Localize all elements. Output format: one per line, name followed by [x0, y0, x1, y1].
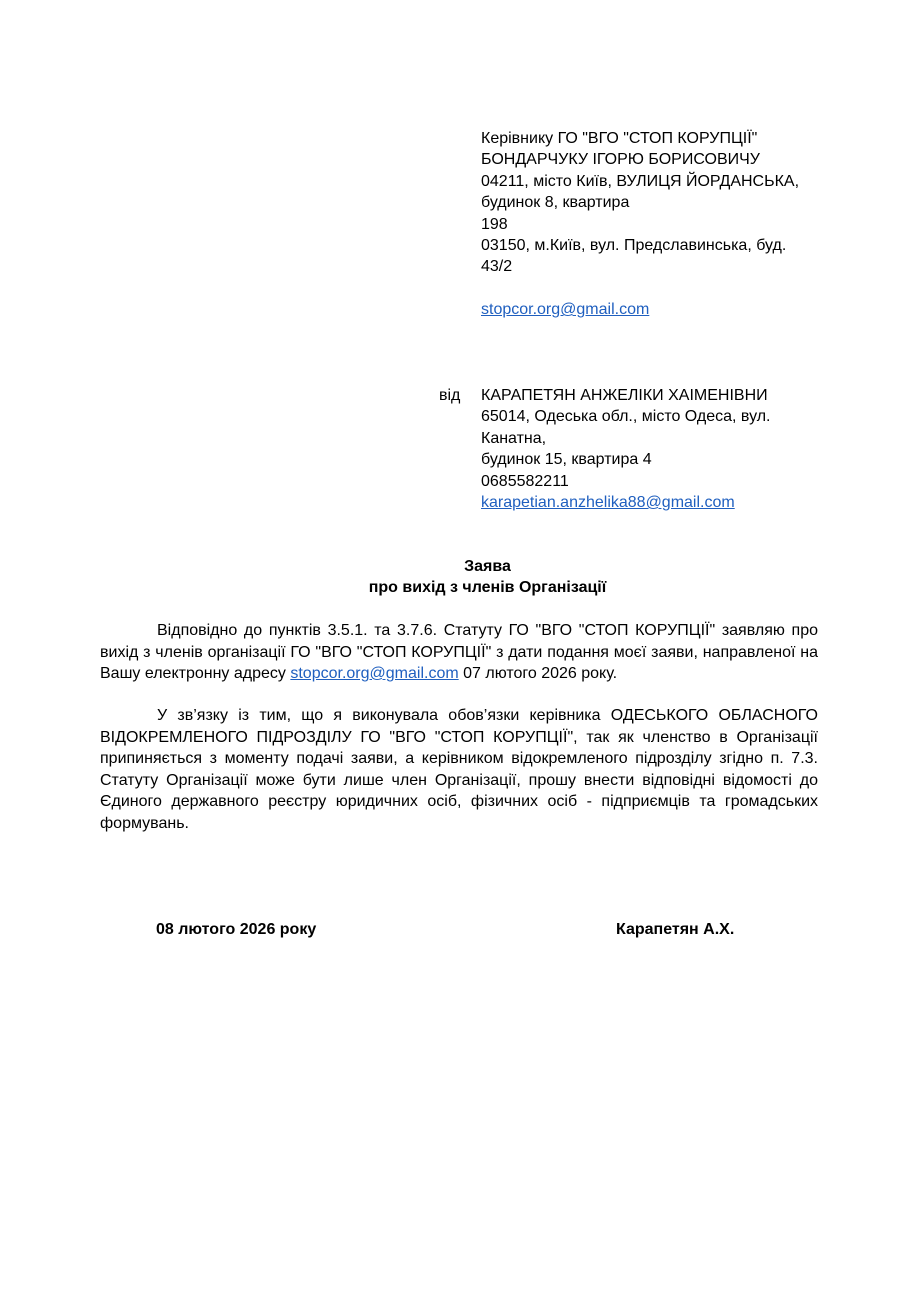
body-paragraph-2 [100, 705, 818, 834]
addressee-block [481, 128, 799, 321]
sender-line: будинок 15, квартира 4 [481, 451, 652, 469]
body-paragraph-1 [100, 620, 818, 685]
signature: Карапетян А.Х. [616, 921, 735, 938]
document-date: 08 лютого 2026 року [156, 921, 317, 938]
sender-block [481, 385, 771, 513]
addressee-line: БОНДАРЧУКУ ІГОРЮ БОРИСОВИЧУ [481, 151, 760, 169]
title-subline: про вихід з членів Організації [368, 579, 607, 596]
sender-label: від [439, 387, 461, 404]
title-line: Заява [464, 558, 511, 575]
addressee-line: будинок 8, квартира [481, 194, 630, 212]
body-email-link[interactable]: stopcor.org@gmail.com [290, 665, 459, 682]
addressee-line: 03150, м.Київ, вул. Предславинська, буд. [481, 237, 787, 255]
sender-line: Канатна, [481, 429, 547, 447]
para1-text-end: 07 лютого 2026 року. [458, 665, 618, 682]
para2-text: У зв’язку із тим, що я виконувала обов’язки керівника ОДЕСЬКОГО ОБЛАСНОГО ВІДОКРЕМЛЕНОГО ПІДРОЗДІЛУ ГО "ВГО "СТОП КОРУПЦІЇ", так як членство в Організації припиняється з моменту подачі заяви, а керівником відокремленого підрозділу згідно п. 7.3. Статуту Організації може бути лише член Організації, прошу внести відповідні відомості до Єдиного державного реєстру юридичних осіб, фізичних осіб - підприємців та громадських формувань. [100, 707, 818, 832]
addressee-line: 43/2 [481, 258, 513, 276]
sender-email-link[interactable]: karapetian.anzhelika88@gmail.com [481, 494, 735, 512]
sender-line: 65014, Одеська обл., місто Одеса, вул. [481, 408, 771, 426]
addressee-line: Керівнику ГО "ВГО "СТОП КОРУПЦІЇ" [481, 130, 758, 147]
document-title [0, 556, 914, 598]
addressee-email-link[interactable]: stopcor.org@gmail.com [481, 301, 650, 319]
sender-line: 0685582211 [481, 472, 569, 490]
addressee-line: 04211, місто Київ, ВУЛИЦЯ ЙОРДАНСЬКА, [481, 172, 800, 190]
addressee-line: 198 [481, 215, 508, 233]
spacer [481, 278, 799, 299]
sender-line: КАРАПЕТЯН АНЖЕЛІКИ ХАІМЕНІВНИ [481, 387, 768, 404]
para1-text: Відповідно до пунктів 3.5.1. та 3.7.6. Статуту ГО "ВГО "СТОП КОРУПЦІЇ" заявляю про вихід з членів організації ГО "ВГО "СТОП КОРУПЦІЇ" з дати подання моєї заяви, направленої на Вашу електронну адресу [100, 622, 818, 682]
